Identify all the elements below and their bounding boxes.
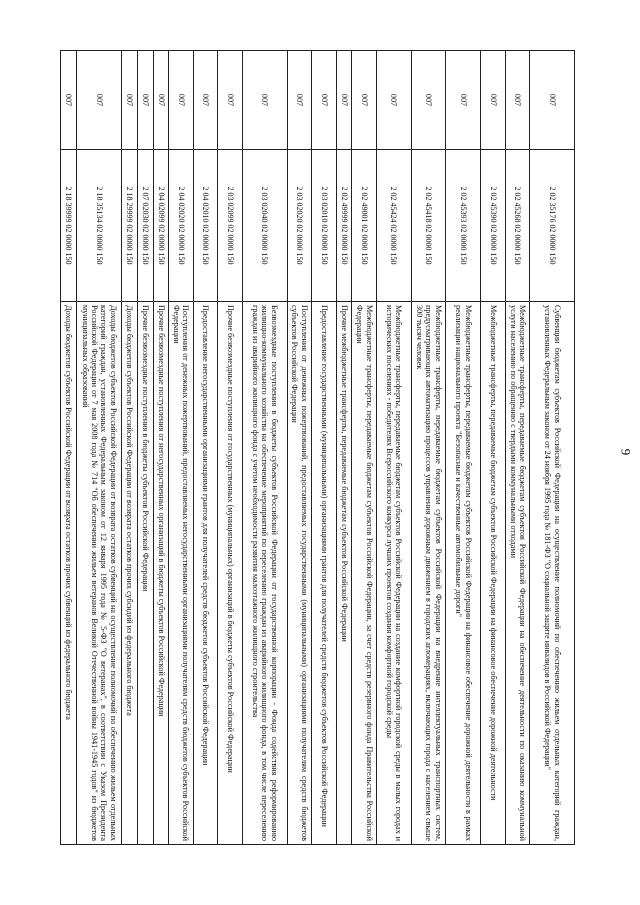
revenue-code-cell: 2 03 02020 02 0000 150 — [287, 150, 312, 302]
table-row — [153, 51, 169, 845]
admin-code-cell: 007 — [336, 51, 352, 150]
revenue-name-cell: Безвозмездные поступления в бюджеты субъектов Российской Федерации от государственной корпорации - Фонда содействия реформированию жилищно-коммунального хозяйства на обеспечение мероприятий по переселению граждан из аварийного жилищного фонда, в том числе переселению граждан из аварийного жилищного фонда с учетом необходимости развития малоэтажного жилищного строительства — [242, 302, 287, 845]
revenue-name-cell: Предоставление государственными (муниципальными) организациями грантов для получателей средств бюджетов субъектов Российской Федерации — [312, 302, 337, 845]
table-row — [411, 51, 446, 845]
table-row — [312, 51, 337, 845]
admin-code-cell: 007 — [153, 51, 169, 150]
revenue-name-cell: Межбюджетные трансферты, передаваемые бюджетам субъектов Российской Федерации на обеспечение деятельности по оказанию коммунальной услуги населению по обращению с твердыми коммунальными отходами — [505, 302, 530, 845]
revenue-code-cell: 2 03 02010 02 0000 150 — [312, 150, 337, 302]
revenue-name-cell: Межбюджетные трансферты, передаваемые бюджетам субъектов Российской Федерации на создание комфортной городской среды в малых городах и исторических поселениях - победителях Всероссийского конкурса лучших проектов создания комфортной городской среды — [376, 302, 411, 845]
admin-code-cell: 007 — [505, 51, 530, 150]
admin-code-cell: 007 — [169, 51, 194, 150]
revenue-name-cell: Доходы бюджетов субъектов Российской Федерации от возврата остатков субвенций на осуществление полномочий по обеспечению жильем отдельных категорий граждан, установленных Федеральным законом от 12 января 1995 года № 5-ФЗ "О ветеранах", в соответствии с Указом Президента Российской Федерации от 7 мая 2008 года № 714 "Об обеспечении жильем ветеранов Великой Отечественной войны 1941-1945 годов" из бюджетов муниципальных образований — [76, 302, 121, 845]
revenue-code-cell: 2 18 35134 02 0000 150 — [76, 150, 121, 302]
table-row — [446, 51, 481, 845]
revenue-name-cell: Межбюджетные трансферты, передаваемые бюджетам субъектов Российской Федерации, за счет средств резервного фонда Правительства Российской Федерации — [352, 302, 377, 845]
revenue-code-cell: 2 04 02099 02 0000 150 — [153, 150, 169, 302]
revenue-name-cell: Межбюджетные трансферты, передаваемые бюджетам субъектов Российской Федерации на финансовое обеспечение дорожной деятельности в рамках реализации национального проекта "Безопасные и качественные автомобильные дороги" — [446, 302, 481, 845]
admin-code-cell: 007 — [446, 51, 481, 150]
table-row — [169, 51, 194, 845]
revenue-name-cell: Межбюджетные трансферты, передаваемые бюджетам субъектов Российской Федерации на финансовое обеспечение дорожной деятельности — [481, 302, 506, 845]
table-row — [61, 51, 77, 845]
table-row — [218, 51, 243, 845]
revenue-name-cell: Субвенции бюджетам субъектов Российской Федерации на осуществление полномочий по обеспечению жильем отдельных категорий граждан, установленных Федеральным законом от 24 ноября 1995 года № 181-ФЗ "О социальной защите инвалидов в Российской Федерации" — [530, 302, 575, 845]
table-row — [287, 51, 312, 845]
revenue-code-cell: 2 02 45393 02 0000 150 — [446, 150, 481, 302]
admin-code-cell: 007 — [481, 51, 506, 150]
revenue-code-cell: 2 02 45418 02 0000 150 — [411, 150, 446, 302]
admin-code-cell: 007 — [218, 51, 243, 150]
revenue-name-cell: Доходы бюджетов субъектов Российской Федерации от возврата остатков прочих субсидий из федерального бюджета — [122, 302, 138, 845]
revenue-name-cell: Межбюджетные трансферты, передаваемые бюджетам субъектов Российской Федерации на внедрение интеллектуальных транспортных систем, предусматривающих автоматизацию процессов управления дорожным движением в городских агломерациях, включающих города с населением свыше 300 тысяч человек — [411, 302, 446, 845]
revenue-name-cell: Прочие безвозмездные поступления от государственных (муниципальных) организаций в бюджеты субъектов Российской Федерации — [218, 302, 243, 845]
admin-code-cell: 007 — [411, 51, 446, 150]
table-row — [122, 51, 138, 845]
revenue-code-cell: 2 02 45424 02 0000 150 — [376, 150, 411, 302]
table-row — [242, 51, 287, 845]
admin-code-cell: 007 — [352, 51, 377, 150]
admin-code-cell: 007 — [312, 51, 337, 150]
revenue-name-cell: Предоставление негосударственными организациями грантов для получателей средств бюджетов субъектов Российской Федерации — [193, 302, 218, 845]
table-row — [376, 51, 411, 845]
revenue-name-cell: Прочие безвозмездные поступления в бюджеты субъектов Российской Федерации — [137, 302, 153, 845]
revenue-name-cell: Прочие межбюджетные трансферты, передаваемые бюджетам субъектов Российской Федерации — [336, 302, 352, 845]
table-row — [481, 51, 506, 845]
revenue-name-cell: Прочие безвозмездные поступления от негосударственных организаций в бюджеты субъектов Российской Федерации — [153, 302, 169, 845]
revenue-code-cell: 2 18 39999 02 0000 150 — [61, 150, 77, 302]
revenue-code-cell: 2 03 02040 02 0000 150 — [242, 150, 287, 302]
revenue-code-cell: 2 18 29999 02 0000 150 — [122, 150, 138, 302]
revenue-codes-table-sheet — [60, 50, 575, 845]
admin-code-cell: 007 — [61, 51, 77, 150]
table-row — [193, 51, 218, 845]
admin-code-cell: 007 — [137, 51, 153, 150]
admin-code-cell: 007 — [242, 51, 287, 150]
admin-code-cell: 007 — [530, 51, 575, 150]
admin-code-cell: 007 — [193, 51, 218, 150]
revenue-code-cell: 2 04 02020 02 0000 150 — [169, 150, 194, 302]
revenue-name-cell: Доходы бюджетов субъектов Российской Федерации от возврата остатков прочих субвенций из федерального бюджета — [61, 302, 77, 845]
admin-code-cell: 007 — [376, 51, 411, 150]
revenue-code-cell: 2 02 49999 02 0000 150 — [336, 150, 352, 302]
table-row — [352, 51, 377, 845]
revenue-name-cell: Поступления от денежных пожертвований, предоставляемых государственными (муниципальными) организациями получателям средств бюджетов субъектов Российской Федерации — [287, 302, 312, 845]
revenue-code-cell: 2 07 02030 02 0000 150 — [137, 150, 153, 302]
revenue-code-cell: 2 02 45390 02 0000 150 — [481, 150, 506, 302]
table-row — [137, 51, 153, 845]
admin-code-cell: 007 — [287, 51, 312, 150]
table-row — [76, 51, 121, 845]
revenue-code-cell: 2 02 49001 02 0000 150 — [352, 150, 377, 302]
table-row — [336, 51, 352, 845]
admin-code-cell: 007 — [122, 51, 138, 150]
table-row — [505, 51, 530, 845]
revenue-codes-table — [60, 50, 575, 845]
page-number: 9 — [617, 448, 633, 456]
table-row — [530, 51, 575, 845]
revenue-name-cell: Поступления от денежных пожертвований, предоставляемых негосударственными организациями получателям средств бюджетов субъектов Российской Федерации — [169, 302, 194, 845]
table-body — [61, 51, 575, 845]
revenue-code-cell: 2 02 35176 02 0000 150 — [530, 150, 575, 302]
revenue-code-cell: 2 02 45268 02 0000 150 — [505, 150, 530, 302]
revenue-code-cell: 2 03 02099 02 0000 150 — [218, 150, 243, 302]
admin-code-cell: 007 — [76, 51, 121, 150]
revenue-code-cell: 2 04 02010 02 0000 150 — [193, 150, 218, 302]
